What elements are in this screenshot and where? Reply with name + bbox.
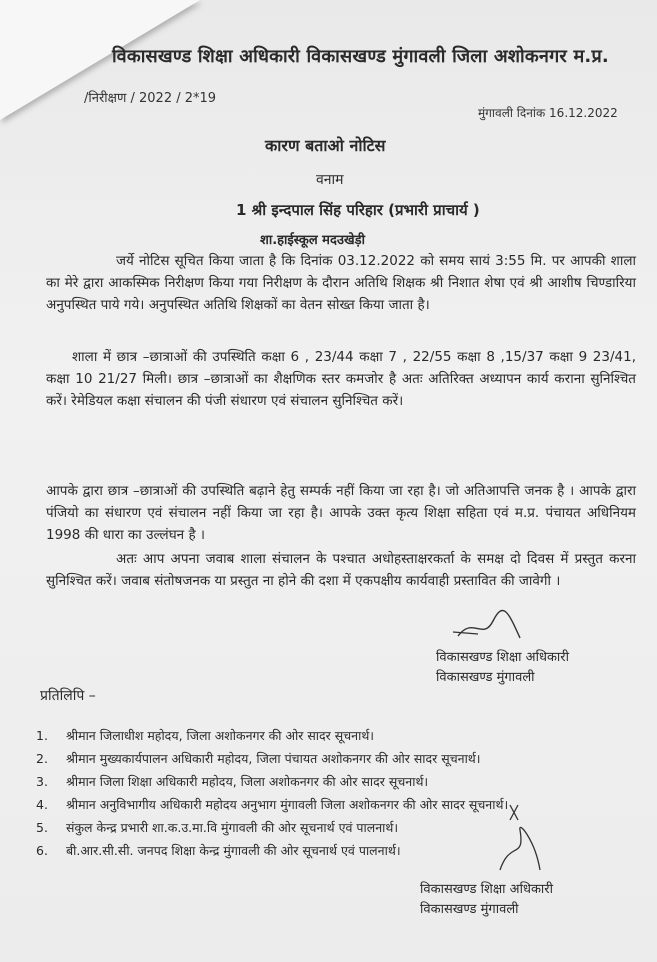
- signature-office: विकासखण्ड मुंगावली: [420, 902, 519, 917]
- paragraph-inspection: जर्ये नोटिस सूचित किया जाता है कि दिनांक 03.12.2022 को समय सायं 3:55 मि. पर आपकी शाला का मेरे द्वारा आकस्मिक निरीक्षण किया गया निरीक्षण के दौरान अतिथि शिक्षक श्री निशात शेषा एवं श्री आशीष चिण्डारिया अनुपस्थित पाये गये। अनुपस्थित अतिथि शिक्षकों का वेतन सोख्त किया जाता है।: [46, 253, 636, 313]
- copy-to-item: [36, 724, 508, 747]
- signature-block-bottom: [420, 880, 553, 920]
- reference-number: /निरीक्षण / 2022 / 2*19: [84, 91, 217, 106]
- item-number: 5.: [36, 820, 48, 835]
- signature-designation: विकासखण्ड शिक्षा अधिकारी: [420, 882, 553, 897]
- copy-to-item: [36, 793, 508, 816]
- paragraph-violation: आपके द्वारा छात्र –छात्राओं की उपस्थिति बढ़ाने हेतु सम्पर्क नहीं किया जा रहा है। जो अतिआपत्ति जनक है । आपके द्वारा पंजियो का संधारण एवं संचालन नहीं किया जा रहा है। आपके उक्त कृत्य शिक्षा सहिता एवं म.प्र. पंचायत अधिनियम 1998 की धारा का उल्लंघन है ।: [46, 483, 636, 543]
- item-number: 3.: [36, 774, 48, 789]
- copy-to-heading: प्रतिलिपि –: [40, 688, 96, 704]
- notice-title: कारण बताओ नोटिस: [265, 136, 386, 155]
- item-number: 1.: [36, 728, 48, 743]
- signature-block: [436, 648, 569, 688]
- copy-to-item: [36, 770, 508, 793]
- copy-to-item: [36, 839, 508, 862]
- item-text: संकुल केन्द्र प्रभारी शा.क.उ.मा.वि मुंगावली की ओर सूचनार्थ एवं पालनार्थ।: [66, 820, 399, 835]
- place-date: मुंगावली दिनांक 16.12.2022: [478, 106, 618, 120]
- addressee-name: 1 श्री इन्दपाल सिंह परिहार (प्रभारी प्राचार्य ): [236, 201, 480, 219]
- signature-mark-bottom: [480, 800, 560, 880]
- copy-to-item: [36, 747, 508, 770]
- item-text: बी.आर.सी.सी. जनपद शिक्षा केन्द्र मुंगावली की ओर सूचनार्थ एवं पालनार्थ।: [66, 843, 401, 858]
- item-text: श्रीमान मुख्यकार्यपालन अधिकारी महोदय, जिला पंचायत अशोकनगर की ओर सादर सूचनार्थ।: [66, 751, 481, 766]
- signature-designation: विकासखण्ड शिक्षा अधिकारी: [436, 650, 569, 665]
- paragraph-attendance: शाला में छात्र –छात्राओं की उपस्थिति कक्षा 6 , 23/44 कक्षा 7 , 22/55 कक्षा 8 ,15/37 कक्षा 9 23/41, कक्षा 10 21/27 मिली। छात्र –छात्राओं का शैक्षणिक स्तर कमजोर है अतः अतिरिक्त अध्यापन कार्य कराना सुनिश्चित करें। रेमेडियल कक्षा संचालन की पंजी संधारण एवं संचालन सुनिश्चित करें।: [46, 349, 636, 409]
- signature-mark: [448, 606, 528, 646]
- copy-to-list: [36, 724, 508, 862]
- item-text: श्रीमान अनुविभागीय अधिकारी महोदय अनुभाग मुंगावली जिला अशोकनगर की ओर सादर सूचनार्थ।: [66, 797, 509, 812]
- item-text: श्रीमान जिला शिक्षा अधिकारी महोदय, जिला अशोकनगर की ओर सादर सूचनार्थ।: [66, 774, 429, 789]
- signature-office: विकासखण्ड मुंगावली: [436, 670, 535, 685]
- item-text: श्रीमान जिलाधीश महोदय, जिला अशोकनगर की ओर सादर सूचनार्थ।: [66, 728, 375, 743]
- versus-label: वनाम: [316, 172, 344, 188]
- copy-to-item: [36, 816, 508, 839]
- item-number: 4.: [36, 797, 48, 812]
- item-number: 6.: [36, 843, 48, 858]
- item-number: 2.: [36, 751, 48, 766]
- school-name: शा.हाईस्कूल मदउखेड़ी: [260, 233, 365, 248]
- paragraph-reply: अतः आप अपना जवाब शाला संचालन के पश्चात अधोहस्ताक्षरकर्ता के समक्ष दो दिवस में प्रस्तुत करना सुनिश्चित करें। जवाब संतोषजनक या प्रस्तुत ना होने की दशा में एकपक्षीय कार्यवाही प्रस्तावित की जावेगी ।: [46, 551, 636, 589]
- office-header: विकासखण्ड शिक्षा अधिकारी विकासखण्ड मुंगावली जिला अशोकनगर म.प्र.: [112, 46, 609, 67]
